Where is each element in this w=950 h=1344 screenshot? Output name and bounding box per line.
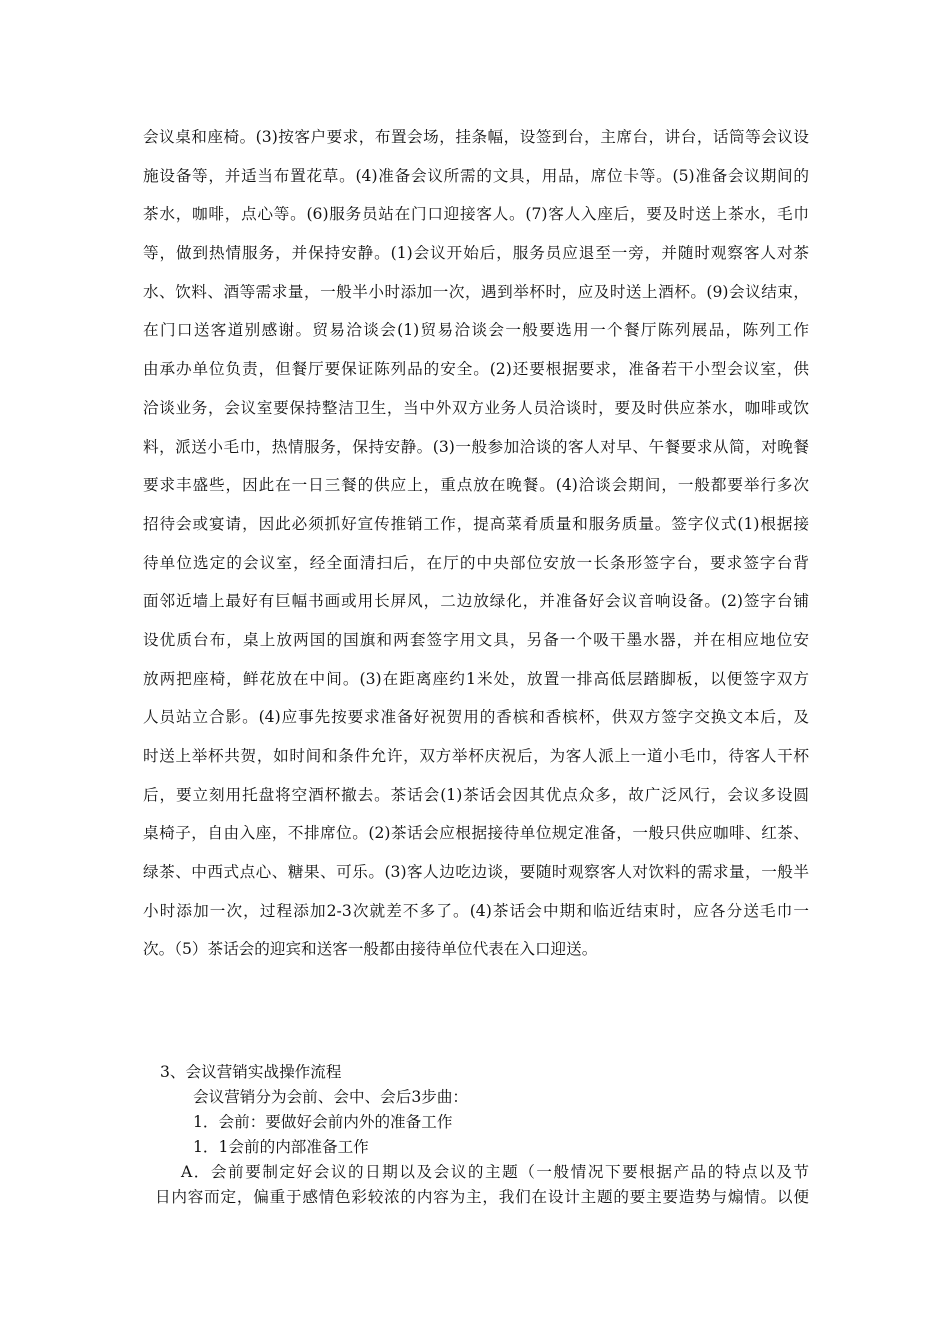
paragraph-line: 水、饮料、酒等需求量，一般半小时添加一次，遇到举杯时，应及时送上酒杯。(9)会议结束， xyxy=(143,282,809,301)
paragraph-line: 桌椅子，自由入座，不排席位。(2)茶话会应根据接待单位规定准备，一般只供应咖啡、红茶、 xyxy=(143,824,809,843)
item-a-continuation: 日内容而定，偏重于感情色彩较浓的内容为主，我们在设计主题的要主要造势与煽情。以便 xyxy=(155,1188,809,1206)
item-a-line: A．会前要制定好会议的日期以及会议的主题（一般情况下要根据产品的特点以及节 xyxy=(181,1163,809,1181)
paragraph-line: 后，要立刻用托盘将空酒杯撤去。茶话会(1)茶话会因其优点众多，故广泛风行，会议多设圆 xyxy=(143,785,809,804)
paragraph-line: 茶水，咖啡，点心等。(6)服务员站在门口迎接客人。(7)客人入座后，要及时送上茶水，毛巾 xyxy=(143,205,809,224)
paragraph-line: 料，派送小毛巾，热情服务，保持安静。(3)一般参加洽谈的客人对早、午餐要求从简，对晚餐 xyxy=(143,437,809,456)
paragraph-line: 施设备等，并适当布置花草。(4)准备会议所需的文具，用品，席位卡等。(5)准备会议期间的 xyxy=(143,166,809,185)
paragraph-line: 洽谈业务，会议室要保持整洁卫生，当中外双方业务人员洽谈时，要及时供应茶水，咖啡或饮 xyxy=(143,398,809,417)
paragraph-line: 次。（5）茶话会的迎宾和送客一般都由接待单位代表在入口迎送。 xyxy=(143,940,598,959)
paragraph-line: 人员站立合影。(4)应事先按要求准备好祝贺用的香槟和香槟杯，供双方签字交换文本后，及 xyxy=(143,708,809,727)
section-meeting-marketing xyxy=(143,1060,809,1210)
section-intro: 会议营销分为会前、会中、会后3步曲： xyxy=(193,1088,469,1106)
substep-heading: 1．1会前的内部准备工作 xyxy=(193,1138,369,1156)
paragraph-line: 放两把座椅，鲜花放在中间。(3)在距离座约1米处，放置一排高低层踏脚板，以便签字双方 xyxy=(143,669,809,688)
paragraph-line: 待单位选定的会议室，经全面清扫后，在厅的中央部位安放一长条形签字台，要求签字台背 xyxy=(143,553,809,572)
paragraph-line: 等，做到热情服务，并保持安静。(1)会议开始后，服务员应退至一旁，并随时观察客人对茶 xyxy=(143,244,809,263)
paragraph-line: 时送上举杯共贺，如时间和条件允许，双方举杯庆祝后，为客人派上一道小毛巾，待客人干杯 xyxy=(143,747,809,765)
paragraph-line: 设优质台布，桌上放两国的国旗和两套签字用文具，另备一个吸干墨水器，并在相应地位安 xyxy=(143,630,809,649)
paragraph-line: 小时添加一次，过程添加2-3次就差不多了。(4)茶话会中期和临近结束时，应各分送毛巾一 xyxy=(143,901,809,920)
section-heading: 3、会议营销实战操作流程 xyxy=(160,1063,342,1081)
paragraph-line: 面邻近墙上最好有巨幅书画或用长屏风，二边放绿化，并准备好会议音响设备。(2)签字台铺 xyxy=(143,592,809,611)
paragraph-line: 要求丰盛些，因此在一日三餐的供应上，重点放在晚餐。(4)洽谈会期间，一般都要举行多次 xyxy=(143,476,809,495)
paragraph-line: 招待会或宴请，因此必须抓好宣传推销工作，提高菜肴质量和服务质量。签字仪式(1)根据接 xyxy=(143,514,809,533)
body-paragraph xyxy=(143,118,809,969)
paragraph-line: 绿茶、中西式点心、糖果、可乐。(3)客人边吃边谈，要随时观察客人对饮料的需求量，一般半 xyxy=(143,863,809,882)
paragraph-line: 在门口送客道别感谢。贸易洽谈会(1)贸易洽谈会一般要选用一个餐厅陈列展品，陈列工作 xyxy=(143,321,809,340)
step-heading: 1．会前：要做好会前内外的准备工作 xyxy=(193,1113,453,1131)
paragraph-line: 会议桌和座椅。(3)按客户要求，布置会场，挂条幅，设签到台，主席台，讲台，话筒等会议设 xyxy=(143,128,809,146)
paragraph-line: 由承办单位负责，但餐厅要保证陈列品的安全。(2)还要根据要求，准备若干小型会议室，供 xyxy=(143,360,809,379)
